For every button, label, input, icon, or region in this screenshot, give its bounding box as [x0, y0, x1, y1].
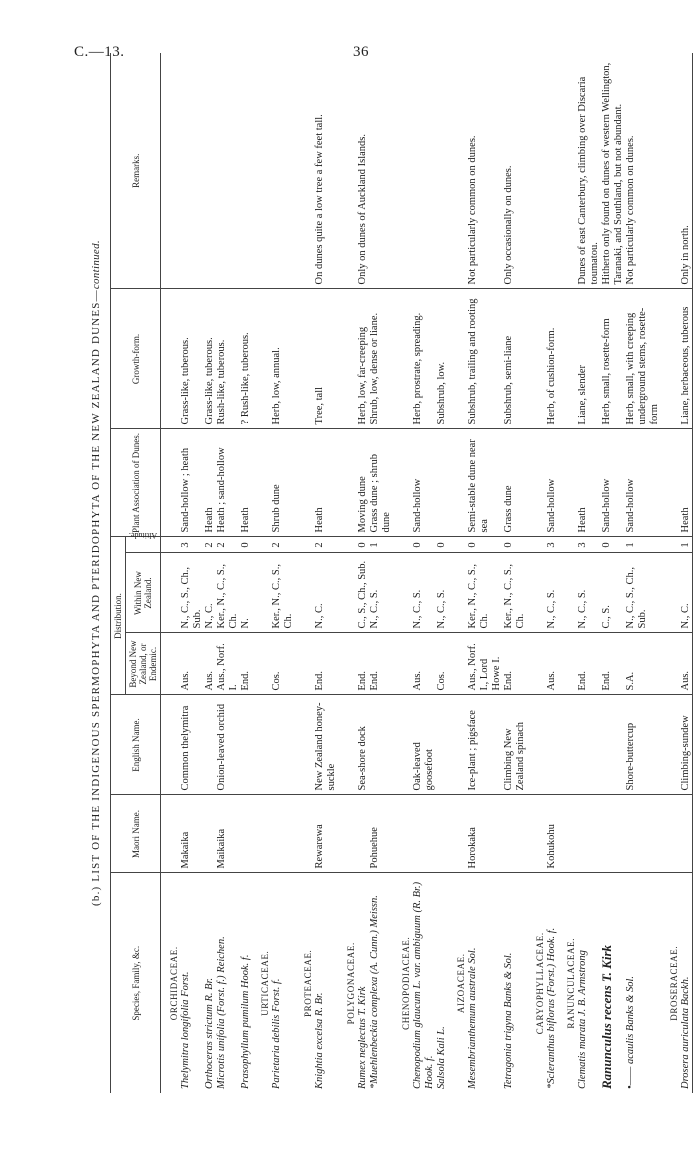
cell-growth-form: Subshrub, trailing and rooting: [467, 289, 503, 429]
header-remarks: Remarks.: [111, 53, 161, 289]
cell-remarks: Not particularly common on dunes.: [467, 135, 478, 285]
empty-cell: [338, 537, 357, 553]
empty-cell: [338, 795, 357, 873]
cell-plant-association: Heath: [240, 429, 252, 537]
cell-english-name: [577, 695, 601, 795]
family-heading-row: [338, 53, 357, 1093]
cell-plant-association: Moving dune: [357, 429, 369, 537]
species-row: [412, 53, 436, 1093]
species-row: [503, 53, 527, 1093]
cell-beyond-nz: Aus., Norf. I., Lord Howe I.: [467, 633, 503, 695]
cell-remarks: Dunes of east Canterbury, climbing over Discaria toumatou.: [577, 76, 600, 285]
empty-cell: [527, 53, 546, 289]
empty-cell: [338, 53, 357, 289]
cell-maori-name: [436, 795, 448, 873]
species-row: [436, 53, 448, 1093]
cell-remarks: Only in north.: [680, 53, 693, 289]
species-row: [271, 53, 295, 1093]
cell-plant-association: Heath: [204, 429, 216, 537]
cell-altitude: 0: [240, 537, 252, 553]
cell-within-nz: Ker., N., C., S., Ch.: [216, 553, 240, 633]
cell-maori-name: [680, 795, 693, 873]
cell-species: Mesembrianthemum australe Sol.: [467, 873, 503, 1093]
cell-growth-form: Herb, low, far-creeping: [357, 289, 369, 429]
cell-english-name: Common thelymitra: [180, 695, 204, 795]
cell-beyond-nz: Aus., Norf. I.: [216, 633, 240, 695]
cell-maori-name: Horokaka: [467, 795, 503, 873]
cell-plant-association: Semi-stable dune near sea: [467, 429, 503, 537]
empty-cell: [448, 289, 467, 429]
empty-cell: [527, 633, 546, 695]
empty-cell: [661, 537, 680, 553]
cell-beyond-nz: Cos.: [271, 633, 295, 695]
cell-maori-name: [601, 795, 625, 873]
cell-growth-form: Liane, slender: [577, 289, 601, 429]
cell-within-nz: C., S., Ch., Sub.: [357, 553, 369, 633]
cell-remarks: [240, 53, 252, 289]
cell-remarks: Only occasionally on dunes.: [503, 165, 514, 285]
species-row: [467, 53, 503, 1093]
empty-cell: [527, 553, 546, 633]
empty-cell: [161, 289, 181, 429]
cell-plant-association: Grass dune: [503, 429, 527, 537]
family-heading-row: [661, 53, 680, 1093]
empty-cell: [558, 429, 577, 537]
empty-cell: [393, 695, 412, 795]
empty-cell: [558, 537, 577, 553]
empty-cell: [295, 795, 314, 873]
empty-cell: [661, 429, 680, 537]
empty-cell: [558, 633, 577, 695]
cell-english-name: Sea-shore dock: [357, 695, 369, 795]
family-name: CARYOPHYLLACEAE.: [527, 873, 546, 1093]
table-title-suffix: continued.: [90, 240, 102, 290]
empty-cell: [661, 53, 680, 289]
cell-english-name: Onion-leaved orchid: [216, 695, 240, 795]
cell-maori-name: Pohuehue: [369, 795, 393, 873]
cell-beyond-nz: End.: [314, 633, 338, 695]
cell-english-name: New Zealand honey-suckle: [314, 695, 338, 795]
empty-cell: [161, 53, 181, 289]
species-row: [357, 53, 369, 1093]
cell-plant-association: Grass dune ; shrub dune: [369, 429, 393, 537]
cell-altitude: 2: [271, 537, 295, 553]
empty-cell: [661, 695, 680, 795]
cell-maori-name: [625, 795, 661, 873]
cell-within-nz: N., C., S.: [546, 553, 558, 633]
empty-cell: [338, 429, 357, 537]
empty-cell: [393, 553, 412, 633]
empty-cell: [558, 553, 577, 633]
cell-maori-name: [357, 795, 369, 873]
species-row: [577, 53, 601, 1093]
cell-maori-name: [271, 795, 295, 873]
empty-cell: [661, 795, 680, 873]
cell-within-nz: N., C.: [680, 553, 693, 633]
empty-cell: [448, 429, 467, 537]
cell-remarks: [216, 53, 240, 289]
cell-species: Orthoceras strictum R. Br.: [204, 873, 216, 1093]
cell-growth-form: Grass-like, tuberous.: [204, 289, 216, 429]
cell-beyond-nz: Cos.: [436, 633, 448, 695]
cell-beyond-nz: End.: [369, 633, 393, 695]
family-name: PROTEACEAE.: [295, 873, 314, 1093]
cell-maori-name: [240, 795, 252, 873]
species-table: [110, 53, 693, 1093]
cell-altitude: 2: [216, 537, 240, 553]
cell-maori-name: Maikaika: [216, 795, 240, 873]
empty-cell: [527, 537, 546, 553]
empty-cell: [661, 633, 680, 695]
cell-within-nz: N., C., S.: [436, 553, 448, 633]
cell-altitude: 0: [412, 537, 436, 553]
cell-english-name: [271, 695, 295, 795]
cell-beyond-nz: Aus.: [546, 633, 558, 695]
cell-growth-form: Herb, prostrate, spreading.: [412, 289, 436, 429]
cell-beyond-nz: End.: [601, 633, 625, 695]
family-heading-row: [295, 53, 314, 1093]
cell-remarks: Only on dunes of Auckland Islands.: [357, 133, 368, 285]
empty-cell: [161, 537, 181, 553]
cell-growth-form: Rush-like, tuberous.: [216, 289, 240, 429]
empty-cell: [448, 633, 467, 695]
cell-beyond-nz: End.: [240, 633, 252, 695]
cell-beyond-nz: End.: [503, 633, 527, 695]
cell-within-nz: N., C.: [314, 553, 338, 633]
cell-plant-association: Heath: [314, 429, 338, 537]
cell-altitude: 0: [436, 537, 448, 553]
cell-within-nz: Ker., N., C., S., Ch.: [503, 553, 527, 633]
header-growth-form: Growth-form.: [111, 289, 161, 429]
cell-growth-form: Herb, small, with creeping underground stems, rosette-form: [625, 289, 661, 429]
cell-species: Microtis unifolia (Forst. f.) Reichen.: [216, 873, 240, 1093]
cell-within-nz: N., C.: [204, 553, 216, 633]
empty-cell: [393, 289, 412, 429]
cell-beyond-nz: End.: [577, 633, 601, 695]
cell-species: Parietaria debilis Forst. f.: [271, 873, 295, 1093]
cell-species: *Muehlenbeckia complexa (A. Cunn.) Meissn.: [369, 873, 393, 1093]
cell-species: Thelymitra longifolia Forst.: [180, 873, 204, 1093]
cell-species: Chenopodium glaucum L. var. ambiguum (R. Br.) Hook. f.: [412, 873, 436, 1093]
family-heading-row: [448, 53, 467, 1093]
cell-within-nz: N., C., S.: [369, 553, 393, 633]
family-name: POLYGONACEAE.: [338, 873, 357, 1093]
cell-english-name: [546, 695, 558, 795]
cell-maori-name: [503, 795, 527, 873]
cell-plant-association: Shrub dune: [271, 429, 295, 537]
cell-growth-form: Liane, herbaceous, tuberous: [680, 289, 693, 429]
cell-altitude: 3: [546, 537, 558, 553]
cell-growth-form: Subshrub, semi-liane: [503, 289, 527, 429]
cell-maori-name: Kohukohu: [546, 795, 558, 873]
document-code: C.—13.: [74, 44, 125, 60]
empty-cell: [161, 429, 181, 537]
cell-beyond-nz: Aus.: [204, 633, 216, 695]
empty-cell: [338, 633, 357, 695]
cell-species: *Scleranthus biflorus (Forst.) Hook. f.: [546, 873, 558, 1093]
cell-remarks: [369, 53, 393, 289]
cell-maori-name: [204, 795, 216, 873]
empty-cell: [252, 537, 271, 553]
family-name: URTICACEAE.: [252, 873, 271, 1093]
empty-cell: [661, 289, 680, 429]
species-row: [625, 53, 661, 1093]
cell-species: Tetragonia trigyna Banks & Sol.: [503, 873, 527, 1093]
cell-plant-association: Sand-hollow: [625, 429, 661, 537]
cell-species: Ranunculus recens T. Kirk: [601, 873, 625, 1093]
family-name: CHENOPODIACEAE.: [393, 873, 412, 1093]
empty-cell: [558, 53, 577, 289]
header-plant-association: Plant Association of Dunes.: [111, 429, 161, 537]
empty-cell: [295, 289, 314, 429]
species-row: [601, 53, 625, 1093]
cell-species: Salsola Kali L.: [436, 873, 448, 1093]
cell-remarks: [546, 53, 558, 289]
family-name: RANUNCULACEAE.: [558, 873, 577, 1093]
species-row: [180, 53, 204, 1093]
header-altitude-label: Altitude.: [128, 531, 158, 541]
header-maori-name: Maori Name.: [111, 795, 161, 873]
cell-english-name: Climbing-sundew: [680, 695, 693, 795]
cell-growth-form: Tree, tall: [314, 289, 338, 429]
cell-within-nz: N., C., S., Ch., Sub.: [625, 553, 661, 633]
cell-growth-form: Shrub, low, dense or liane.: [369, 289, 393, 429]
cell-remarks: Not particularly common on dunes.: [625, 135, 636, 285]
cell-maori-name: [412, 795, 436, 873]
cell-english-name: [601, 695, 625, 795]
cell-maori-name: Makaika: [180, 795, 204, 873]
family-heading-row: [393, 53, 412, 1093]
family-name: AIZOACEAE.: [448, 873, 467, 1093]
empty-cell: [448, 537, 467, 553]
cell-altitude: 1: [680, 537, 693, 553]
cell-plant-association: Sand-hollow: [412, 429, 436, 537]
empty-cell: [295, 633, 314, 695]
empty-cell: [558, 795, 577, 873]
cell-species: •—— acaulis Banks & Sol.: [625, 873, 661, 1093]
empty-cell: [252, 53, 271, 289]
cell-beyond-nz: Aus.: [680, 633, 693, 695]
empty-cell: [295, 695, 314, 795]
cell-altitude: 3: [180, 537, 204, 553]
cell-beyond-nz: Aus.: [180, 633, 204, 695]
species-row: [369, 53, 393, 1093]
empty-cell: [393, 795, 412, 873]
cell-altitude: 0: [467, 537, 503, 553]
cell-growth-form: Herb, low, annual.: [271, 289, 295, 429]
cell-beyond-nz: End.: [357, 633, 369, 695]
family-heading-row: [161, 53, 181, 1093]
empty-cell: [527, 429, 546, 537]
empty-cell: [393, 429, 412, 537]
header-within-nz: Within New Zealand.: [126, 553, 161, 633]
empty-cell: [338, 289, 357, 429]
family-heading-row: [252, 53, 271, 1093]
cell-english-name: Oak-leaved goosefoot: [412, 695, 436, 795]
empty-cell: [448, 695, 467, 795]
cell-plant-association: [436, 429, 448, 537]
cell-english-name: [204, 695, 216, 795]
cell-altitude: 0: [601, 537, 625, 553]
cell-english-name: [240, 695, 252, 795]
empty-cell: [558, 695, 577, 795]
empty-cell: [252, 695, 271, 795]
cell-plant-association: Heath: [680, 429, 693, 537]
header-altitude: [126, 531, 161, 553]
empty-cell: [295, 553, 314, 633]
cell-within-nz: Ker., N., C., S., Ch.: [271, 553, 295, 633]
cell-remarks: [436, 53, 448, 289]
table-body: [161, 53, 693, 1093]
empty-cell: [527, 289, 546, 429]
cell-remarks: [180, 53, 204, 289]
cell-plant-association: Heath: [577, 429, 601, 537]
header-distribution: Distribution.: [111, 537, 126, 695]
cell-english-name: Ice-plant ; pigsface: [467, 695, 503, 795]
cell-beyond-nz: Aus.: [412, 633, 436, 695]
empty-cell: [527, 795, 546, 873]
cell-remarks: On dunes quite a low tree a few feet tall.: [314, 114, 325, 285]
family-name: DROSERACEAE.: [661, 873, 680, 1093]
cell-altitude: 1: [369, 537, 393, 553]
species-row: [314, 53, 338, 1093]
cell-plant-association: Sand-hollow: [601, 429, 625, 537]
cell-within-nz: N., C., S.: [577, 553, 601, 633]
cell-growth-form: ? Rush-like, tuberous.: [240, 289, 252, 429]
cell-species: Knightia excelsa R. Br.: [314, 873, 338, 1093]
empty-cell: [252, 633, 271, 695]
empty-cell: [448, 53, 467, 289]
empty-cell: [161, 633, 181, 695]
table-title: [90, 53, 102, 1093]
cell-altitude: 0: [503, 537, 527, 553]
empty-cell: [161, 553, 181, 633]
empty-cell: [252, 553, 271, 633]
cell-english-name: Shore-buttercup: [625, 695, 661, 795]
cell-english-name: Climbing New Zealand spinach: [503, 695, 527, 795]
empty-cell: [295, 537, 314, 553]
cell-plant-association: Sand-hollow ; heath: [180, 429, 204, 537]
header-beyond-nz: Beyond New Zealand, or Endemic.: [126, 633, 161, 695]
cell-remarks: Hitherto only found on dunes of western Wellington, Taranaki, and Southland, but not abundant.: [601, 62, 624, 285]
empty-cell: [661, 553, 680, 633]
table-title-text: (b.) LIST OF THE INDIGENOUS SPERMOPHYTA AND PTERIDOPHYTA OF THE NEW ZEALAND DUNES—: [90, 289, 102, 906]
cell-plant-association: Heath ; sand-hollow: [216, 429, 240, 537]
species-row: [204, 53, 216, 1093]
family-name: ORCHIDACEAE.: [161, 873, 181, 1093]
empty-cell: [393, 53, 412, 289]
cell-maori-name: [577, 795, 601, 873]
page-number: 36: [353, 44, 369, 60]
cell-english-name: [369, 695, 393, 795]
empty-cell: [161, 695, 181, 795]
empty-cell: [161, 795, 181, 873]
cell-species: Rumex neglectus T. Kirk: [357, 873, 369, 1093]
species-row: [546, 53, 558, 1093]
species-row: [216, 53, 240, 1093]
cell-growth-form: Herb, of cushion-form.: [546, 289, 558, 429]
rotated-table-region: [88, 53, 691, 1093]
cell-within-nz: Ker., N., C., S., Ch.: [467, 553, 503, 633]
empty-cell: [393, 537, 412, 553]
empty-cell: [252, 429, 271, 537]
cell-species: Clematis marata J. B. Armstrong: [577, 873, 601, 1093]
cell-altitude: 2: [204, 537, 216, 553]
cell-growth-form: Grass-like, tuberous.: [180, 289, 204, 429]
empty-cell: [448, 553, 467, 633]
cell-altitude: 2: [314, 537, 338, 553]
cell-remarks: [204, 53, 216, 289]
cell-altitude: 1: [625, 537, 661, 553]
cell-maori-name: Rewarewa: [314, 795, 338, 873]
empty-cell: [295, 429, 314, 537]
cell-beyond-nz: S.A.: [625, 633, 661, 695]
empty-cell: [295, 53, 314, 289]
cell-growth-form: Herb, small, rosette-form: [601, 289, 625, 429]
empty-cell: [448, 795, 467, 873]
empty-cell: [393, 633, 412, 695]
cell-altitude: 3: [577, 537, 601, 553]
header-english-name: English Name.: [111, 695, 161, 795]
empty-cell: [338, 695, 357, 795]
family-heading-row: [527, 53, 546, 1093]
cell-within-nz: N.: [240, 553, 252, 633]
cell-within-nz: N., C., S., Ch., Sub.: [180, 553, 204, 633]
species-row: [680, 53, 693, 1093]
empty-cell: [558, 289, 577, 429]
empty-cell: [252, 289, 271, 429]
header-species: Species, Family, &c.: [111, 873, 161, 1093]
species-row: [240, 53, 252, 1093]
cell-growth-form: Subshrub, low.: [436, 289, 448, 429]
cell-species: Prasophyllum pumilum Hook. f.: [240, 873, 252, 1093]
family-heading-row: [558, 53, 577, 1093]
cell-remarks: [271, 53, 295, 289]
empty-cell: [338, 553, 357, 633]
cell-within-nz: C., S.: [601, 553, 625, 633]
cell-plant-association: Sand-hollow: [546, 429, 558, 537]
cell-within-nz: N., C., S.: [412, 553, 436, 633]
cell-english-name: [436, 695, 448, 795]
cell-remarks: [412, 53, 436, 289]
cell-altitude: 0: [357, 537, 369, 553]
empty-cell: [527, 695, 546, 795]
cell-species: Drosera auriculata Backh.: [680, 873, 693, 1093]
empty-cell: [252, 795, 271, 873]
